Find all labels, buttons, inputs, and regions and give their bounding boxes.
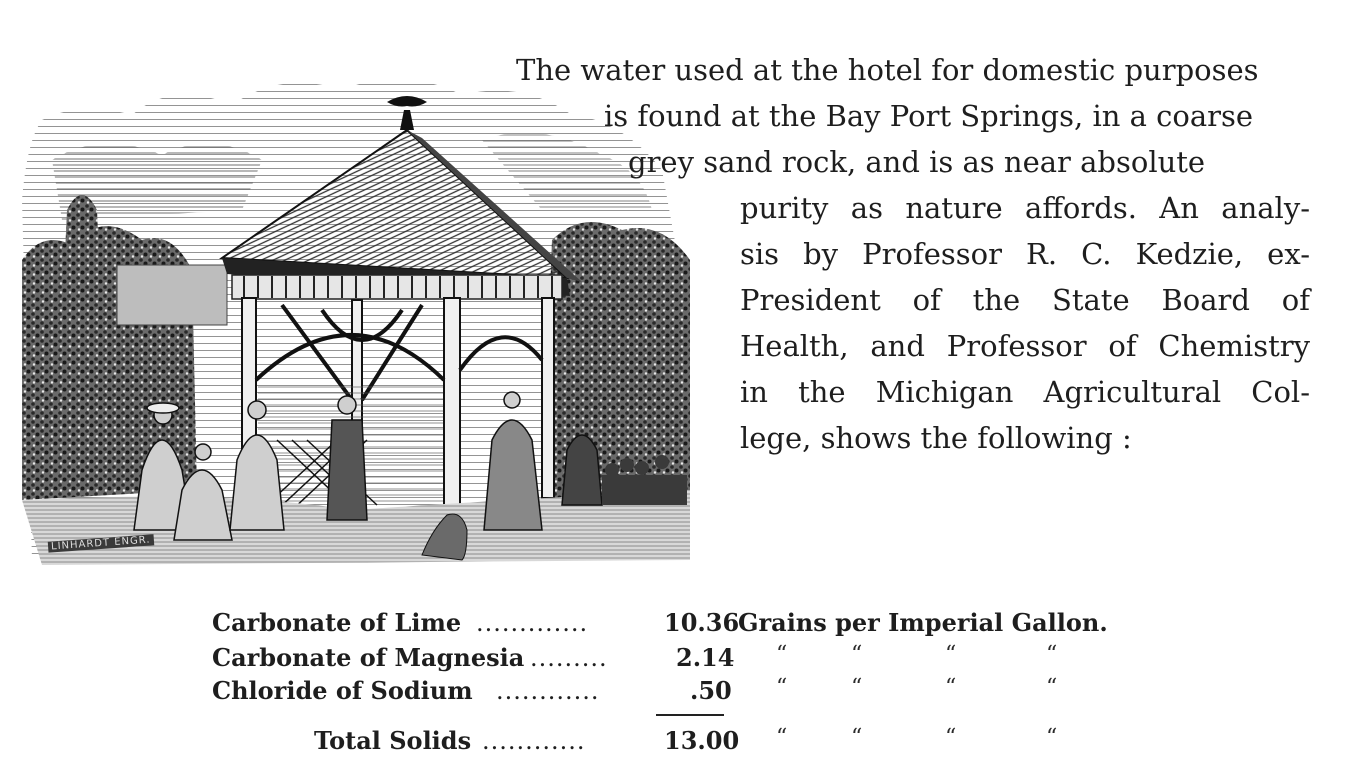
total-value: 13.00 (664, 726, 740, 755)
total-leader-dots: ............ (482, 727, 586, 755)
row-substance-name: Carbonate of Magnesia (212, 643, 525, 672)
paragraph-line-9: lege, shows the following : (740, 421, 1132, 455)
paragraph-line-5: sis by Professor R. C. Kedzie, ex- (740, 237, 1310, 271)
total-label: Total Solids (314, 726, 472, 755)
paragraph-line-6: President of the State Board of (740, 283, 1310, 317)
ditto-mark: “ (776, 642, 788, 667)
row-leader-dots: ......... (530, 644, 608, 672)
ditto-mark: “ (945, 725, 957, 750)
ditto-mark: “ (945, 642, 957, 667)
ditto-mark: “ (776, 725, 788, 750)
paragraph-line-3: grey sand rock, and is as near absolute (628, 145, 1206, 179)
paragraph-line-4: purity as nature affords. An analy- (740, 191, 1310, 225)
row-leader-dots: ............ (496, 677, 600, 705)
paragraph-line-8: in the Michigan Agricultural Col- (740, 375, 1310, 409)
row-substance-name: Chloride of Sodium (212, 676, 473, 705)
row-value: .50 (690, 676, 732, 705)
ditto-mark: “ (851, 642, 863, 667)
paragraph-line-7: Health, and Professor of Chemistry (740, 329, 1310, 363)
row-leader-dots: ............. (476, 609, 589, 637)
pavilion-engraving (22, 60, 694, 568)
ditto-mark: “ (776, 675, 788, 700)
ditto-mark: “ (1046, 642, 1058, 667)
ditto-mark: “ (1046, 725, 1058, 750)
row-unit: Grains per Imperial Gallon. (738, 608, 1108, 637)
sum-rule (656, 714, 724, 716)
row-substance-name: Carbonate of Lime (212, 608, 462, 637)
ditto-mark: “ (1046, 675, 1058, 700)
ditto-mark: “ (851, 675, 863, 700)
ditto-mark: “ (851, 725, 863, 750)
ditto-mark: “ (945, 675, 957, 700)
engraver-signature: LINHARDT ENGR. (48, 534, 154, 552)
spring-pavilion-illustration (22, 60, 694, 568)
paragraph-line-1: The water used at the hotel for domestic purposes (516, 53, 1259, 87)
paragraph-line-2: is found at the Bay Port Springs, in a coarse (604, 99, 1254, 133)
row-value: 2.14 (676, 643, 735, 672)
row-value: 10.36 (664, 608, 740, 637)
